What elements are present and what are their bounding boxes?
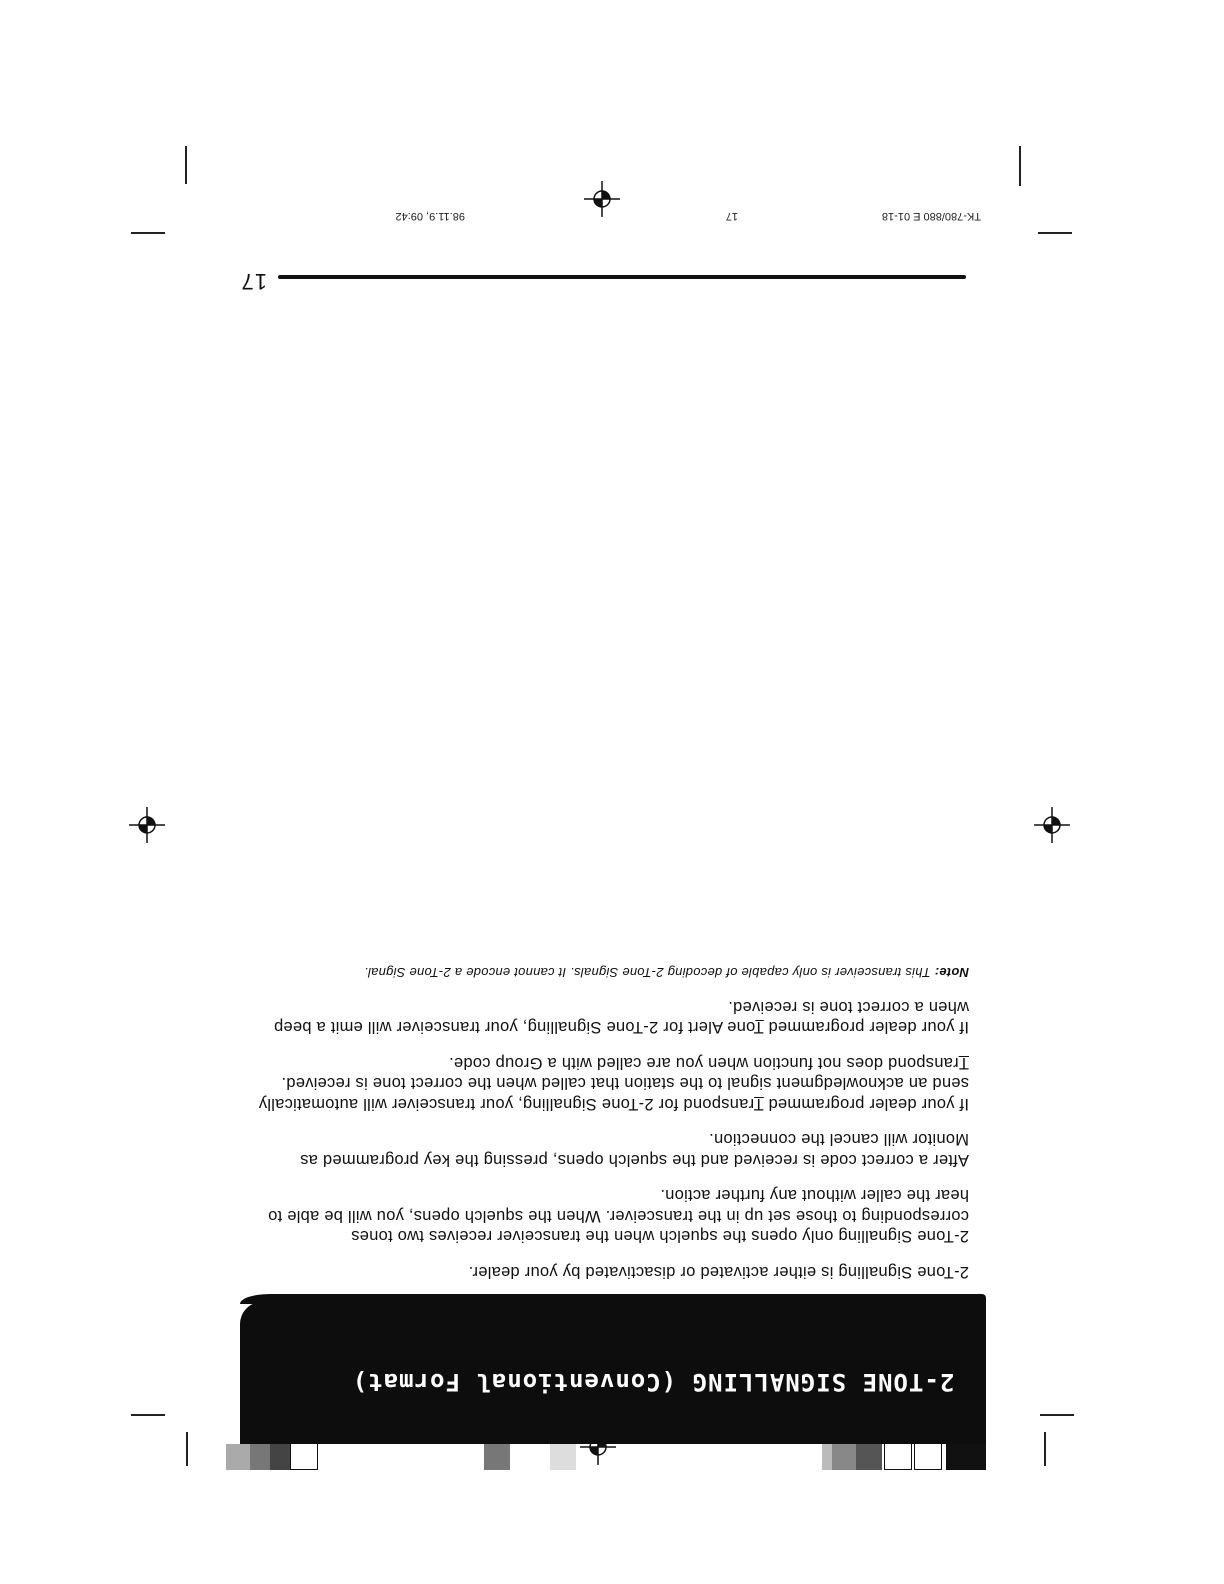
swatch	[226, 1444, 250, 1470]
swatch	[856, 1444, 882, 1470]
crop-mark	[186, 1432, 188, 1466]
crop-mark	[131, 1414, 165, 1416]
text-run: ranspond does not function when you are called with a Group code.	[448, 1054, 959, 1072]
paragraph: After a correct code is received and the squelch opens, pressing the key programmed as Monitor will cancel the connection.	[299, 1130, 969, 1169]
text-run: If your dealer programmed	[763, 1018, 969, 1037]
text-run: ranspond for 2-Tone Signalling, your transceiver will automatically send an acknowledgment signal to the station that called when the correct tone is received.	[258, 1074, 969, 1113]
paragraph	[249, 1053, 969, 1115]
swatch	[822, 1444, 832, 1470]
paragraph: 2-Tone Signalling is either activated or disactivated by your dealer.	[468, 1263, 969, 1281]
crop-mark	[1040, 1414, 1074, 1416]
color-registration-bar	[210, 1444, 986, 1470]
registration-mark-icon	[129, 807, 165, 843]
page-number: 17	[240, 269, 267, 294]
swatch	[832, 1444, 856, 1470]
crop-mark	[1044, 1432, 1046, 1466]
body-text	[249, 964, 969, 1283]
swatch	[884, 1442, 912, 1470]
swatch	[550, 1444, 576, 1470]
text-run: T	[754, 1095, 764, 1113]
registration-mark-icon	[584, 181, 620, 217]
slug-file: TK-780/880 E 01-18	[881, 210, 981, 222]
slug-page: 17	[725, 210, 738, 222]
registration-mark-icon	[1034, 807, 1070, 843]
swatch	[946, 1444, 986, 1470]
crop-mark	[131, 232, 165, 234]
note	[249, 964, 969, 982]
note-label: Note:	[934, 965, 969, 981]
slug-datetime: 98.11.9, 09:42	[395, 210, 465, 222]
swatch	[914, 1442, 942, 1470]
paragraph	[249, 997, 969, 1038]
text-run: T	[958, 1054, 969, 1072]
crop-mark	[1019, 146, 1021, 186]
text-run: T	[755, 1018, 764, 1037]
crop-mark	[185, 146, 187, 184]
paragraph: 2-Tone Signalling only opens the squelch when the transceiver receives two tones corresponding to those set up in the transceiver. When the squelch opens, you will be able to hear the caller without any further action.	[267, 1186, 969, 1246]
note-text: This transceiver is only capable of decoding 2-Tone Signals. It cannot encode a 2-Tone Signal.	[363, 965, 935, 981]
page-title: 2-TONE SIGNALLING (Conventional Format)	[351, 1368, 955, 1396]
swatch	[290, 1442, 318, 1470]
swatch	[250, 1444, 270, 1470]
text-run: If your dealer programmed	[763, 1095, 969, 1113]
swatch	[270, 1444, 290, 1470]
crop-mark	[1038, 232, 1072, 234]
page-number-rule	[278, 275, 966, 279]
text-run: one Alert for 2-Tone Signalling, your transceiver will emit a beep when a correct tone is received.	[273, 998, 969, 1037]
title-banner	[240, 1302, 986, 1444]
swatch	[484, 1444, 510, 1470]
